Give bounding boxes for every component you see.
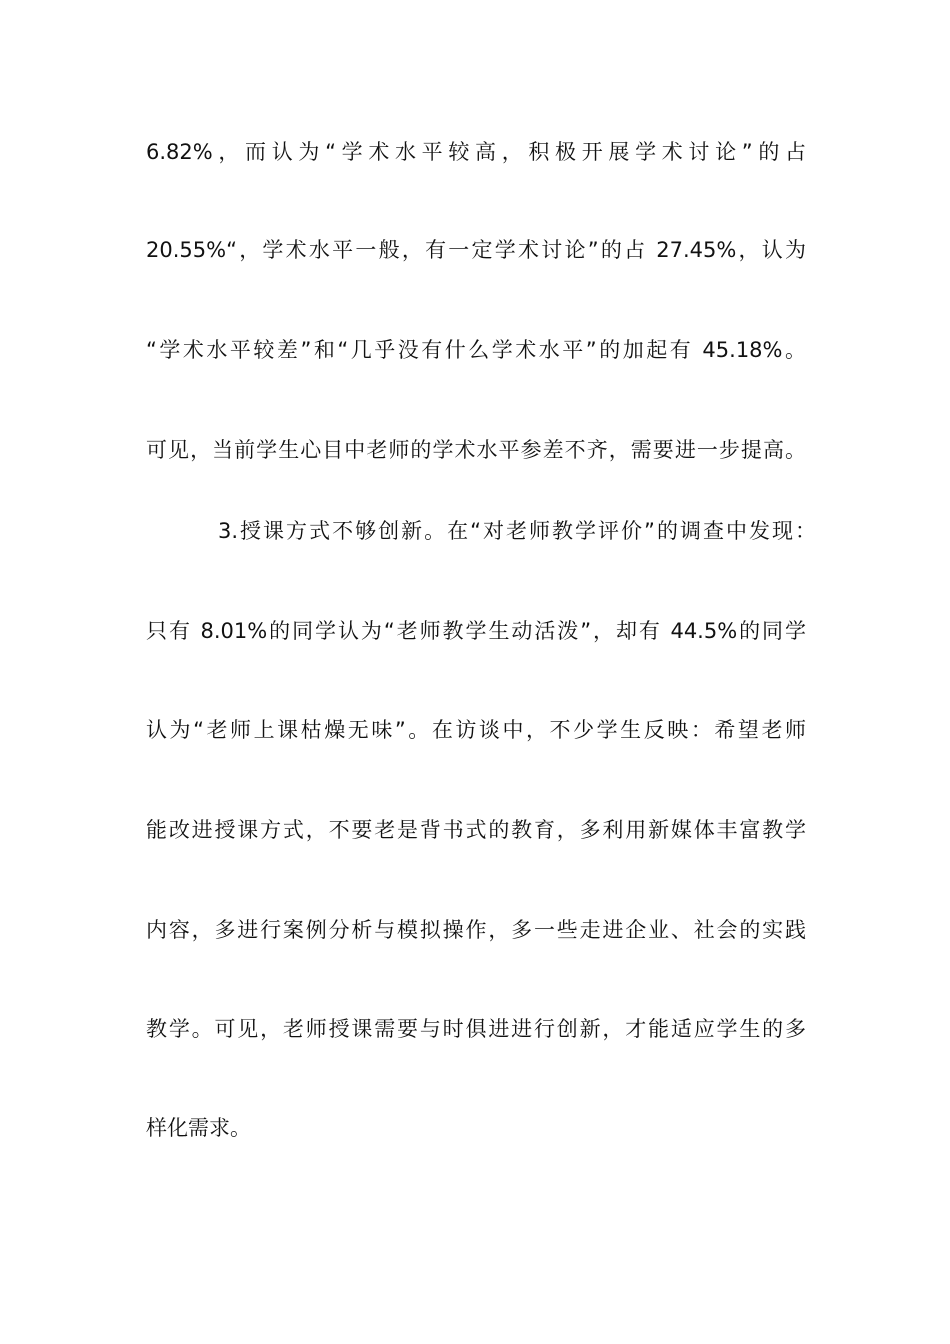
text-line-9: 内容，多进行案例分析与模拟操作，多一些走进企业、社会的实践	[146, 918, 806, 942]
text-line-3: “学术水平较差”和“几乎没有什么学术水平”的加起有 45.18%。	[146, 338, 806, 362]
text-line-4: 可见，当前学生心目中老师的学术水平参差不齐，需要进一步提高。	[146, 438, 806, 462]
text-line-8: 能改进授课方式，不要老是背书式的教育，多利用新媒体丰富教学	[146, 818, 806, 842]
text-line-5-paragraph-start: 3.授课方式不够创新。在“对老师教学评价”的调查中发现：	[218, 519, 816, 543]
text-line-10: 教学。可见，老师授课需要与时俱进进行创新，才能适应学生的多	[146, 1017, 806, 1041]
text-line-6: 只有 8.01%的同学认为“老师教学生动活泼”，却有 44.5%的同学	[146, 619, 806, 643]
text-line-7: 认为“老师上课枯燥无味”。在访谈中，不少学生反映：希望老师	[146, 718, 806, 742]
text-line-2: 20.55%“，学术水平一般，有一定学术讨论”的占 27.45%，认为	[146, 238, 806, 262]
text-line-11: 样化需求。	[146, 1116, 251, 1140]
text-line-1: 6.82%，而认为“学术水平较高，积极开展学术讨论”的占	[146, 140, 806, 164]
